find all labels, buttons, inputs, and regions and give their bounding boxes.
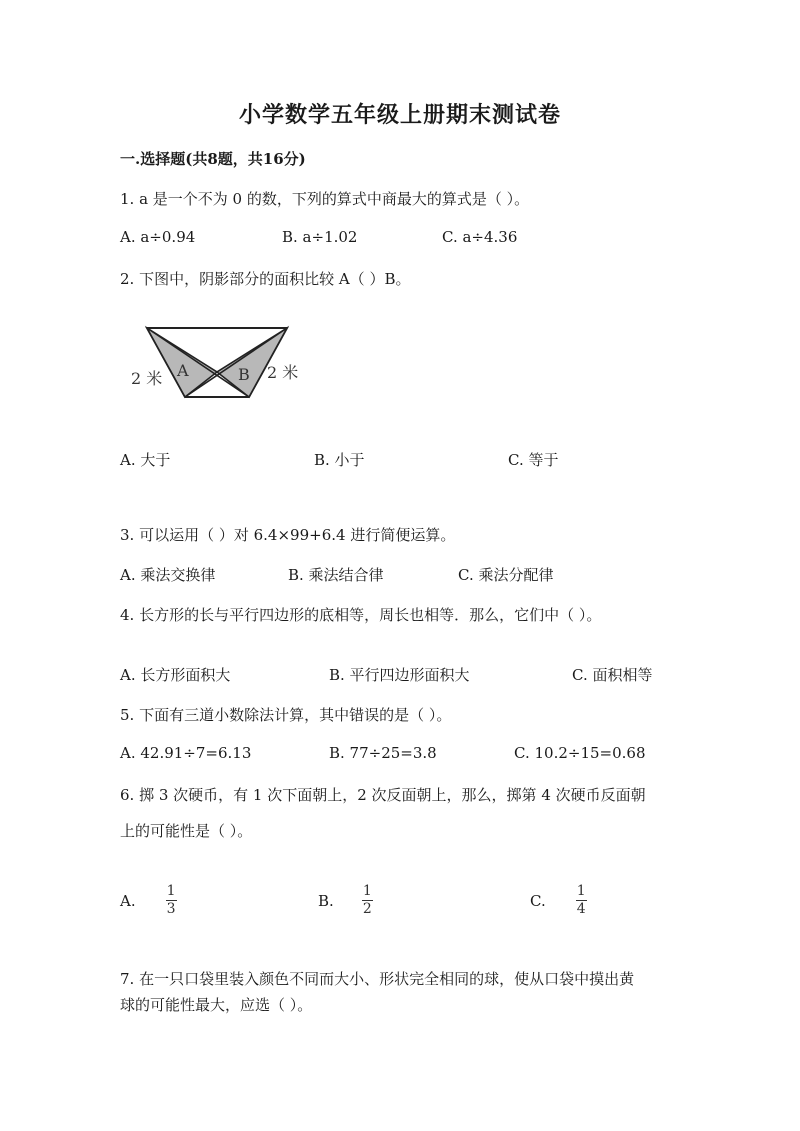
question-6-text-line2: 上的可能性是（ ）。 [120,822,253,840]
question-7-text-line1: 7. 在一只口袋里装入颜色不同而大小、形状完全相同的球，使从口袋中摸出黄 [120,970,635,988]
question-4-option-b[interactable]: B. 平行四边形面积大 [329,666,470,684]
question-3-text: 3. 可以运用（ ）对 6.4×99+6.4 进行简便运算。 [120,526,456,544]
question-2-option-c[interactable]: C. 等于 [508,451,559,469]
fraction-one-quarter: $\frac{1}{4}$ [576,883,586,917]
option-a-label: A. [120,891,136,910]
question-3-option-a[interactable]: A. 乘法交换律 [120,566,216,584]
fraction-one-half: $\frac{1}{2}$ [362,883,372,917]
question-5-option-a[interactable]: A. 42.91÷7=6.13 [120,744,252,762]
question-3-option-b[interactable]: B. 乘法结合律 [288,566,384,584]
question-3-option-c[interactable]: C. 乘法分配律 [458,566,554,584]
question-5-option-c[interactable]: C. 10.2÷15=0.68 [514,744,646,762]
question-4-text: 4. 长方形的长与平行四边形的底相等，周长也相等．那么，它们中（ ）。 [120,606,602,624]
question-2-text: 2. 下图中，阴影部分的面积比较 A（ ）B。 [120,270,411,288]
left-side-length: 2 米 [131,369,163,388]
question-5-text: 5. 下面有三道小数除法计算，其中错误的是（ ）。 [120,706,452,724]
question-1-text: 1. a 是一个不为 0 的数，下列的算式中商最大的算式是（ ）。 [120,190,530,208]
question-6-option-a[interactable] [120,884,177,917]
question-4-option-c[interactable]: C. 面积相等 [572,666,653,684]
question-6-text-line1: 6. 掷 3 次硬币，有 1 次下面朝上，2 次反面朝上，那么，掷第 4 次硬币反面朝 [120,786,646,804]
question-6-option-b[interactable] [318,884,373,917]
question-1-option-a[interactable]: A. a÷0.94 [120,228,196,246]
trapezoid-shaded-figure [125,320,310,405]
question-1-option-b[interactable]: B. a÷1.02 [282,228,358,246]
option-b-label: B. [318,891,334,910]
section-heading-choice: 一.选择题(共8题，共16分) [120,150,306,168]
right-side-length: 2 米 [267,363,299,382]
question-7-text-line2: 球的可能性最大，应选（ ）。 [120,996,313,1014]
question-2-option-a[interactable]: A. 大于 [120,451,171,469]
label-b: B [238,365,250,384]
question-6-option-c[interactable] [530,884,587,917]
question-2-option-b[interactable]: B. 小于 [314,451,365,469]
option-c-label: C. [530,891,546,910]
question-4-option-a[interactable]: A. 长方形面积大 [120,666,231,684]
label-a: A [177,361,189,380]
fraction-one-third: $\frac{1}{3}$ [166,883,176,917]
question-1-option-c[interactable]: C. a÷4.36 [442,228,518,246]
question-5-option-b[interactable]: B. 77÷25=3.8 [329,744,437,762]
page-title: 小学数学五年级上册期末测试卷 [238,102,561,128]
